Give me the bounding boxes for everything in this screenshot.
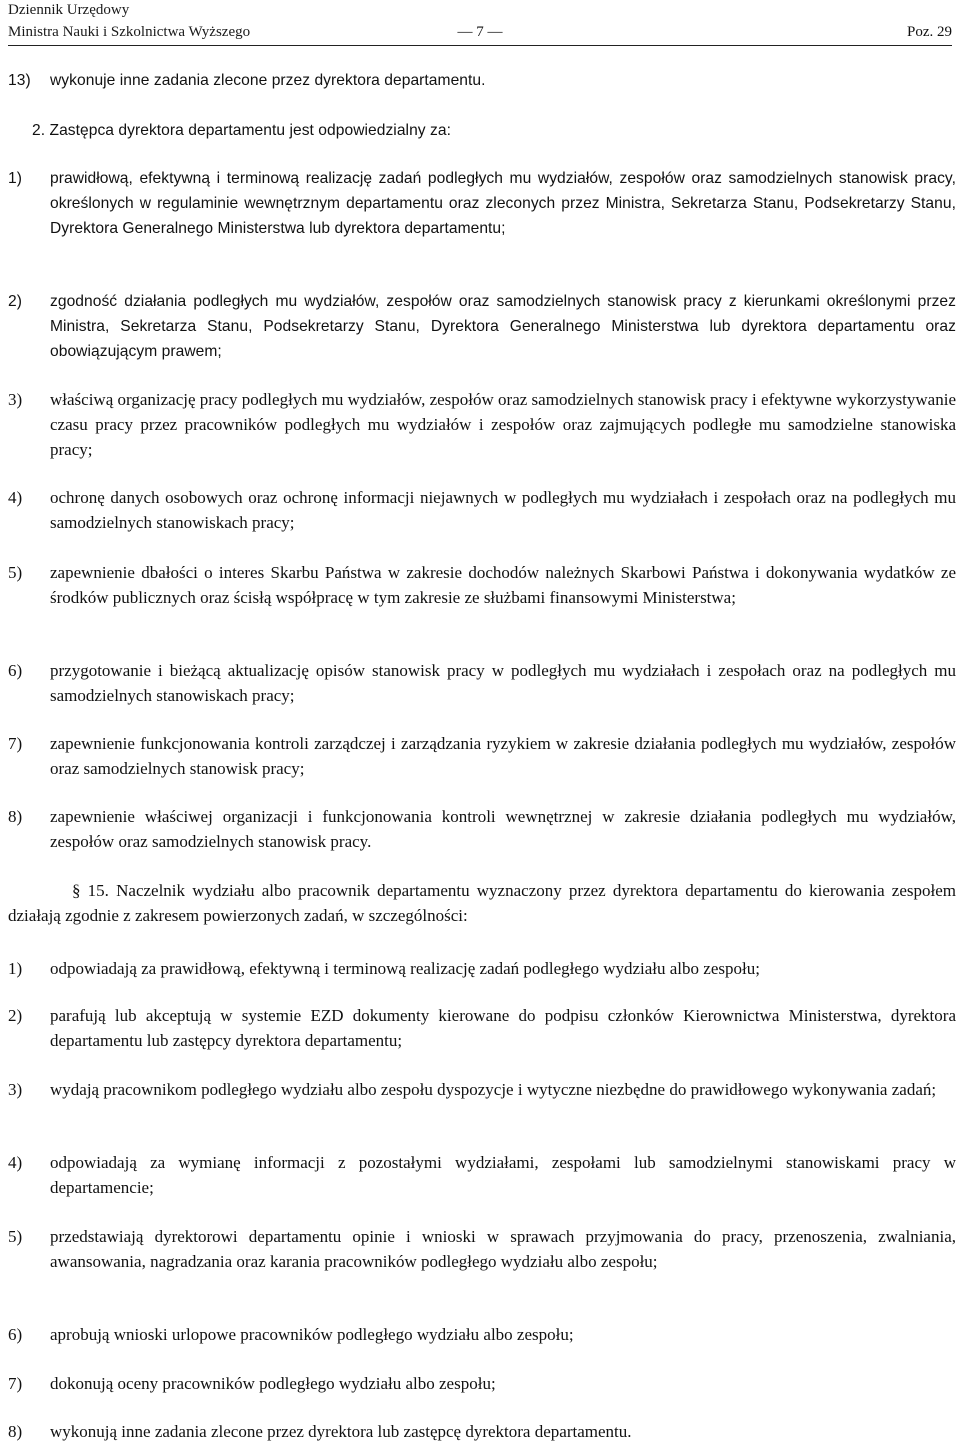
list-item xyxy=(8,1419,956,1444)
list-item-number: 6) xyxy=(8,661,23,680)
list-item-text: przedstawiają dyrektorowi departamentu opinie i wnioski w sprawach przyjmowania do pracy, przenoszenia, zwalniania, awansowania, nagradzania oraz karania pracowników podległego wydziału albo zespołu; xyxy=(50,1227,956,1271)
list-item-text: odpowiadają za prawidłową, efektywną i terminową realizację zadań podległego wydziału albo zespołu; xyxy=(50,959,760,978)
list-item xyxy=(8,956,956,981)
list-item xyxy=(8,485,956,535)
section-15-intro: § 15. Naczelnik wydziału albo pracownik departamentu wyznaczony przez dyrektora departamentu do kierowania zespołem działają zgodnie z zakresem powierzonych zadań, w szczególności: xyxy=(8,881,956,925)
ministry-name: Ministra Nauki i Szkolnictwa Wyższego xyxy=(8,24,251,40)
list-item xyxy=(8,658,956,708)
position-number: Poz. 29 xyxy=(907,24,952,40)
list-item-number: 1) xyxy=(8,959,23,978)
list-item-number: 5) xyxy=(8,563,23,582)
list-item-number: 2) xyxy=(8,293,22,310)
list-item-text: ochronę danych osobowych oraz ochronę informacji niejawnych w podległych mu wydziałach i zespołach oraz na podległych mu samodzielnych stanowiskach pracy; xyxy=(50,488,956,532)
list-item-number: 5) xyxy=(8,1227,23,1246)
list-item-number: 8) xyxy=(8,807,23,826)
list-item xyxy=(8,1224,956,1274)
list-item-13 xyxy=(8,68,956,93)
list-item-number: 4) xyxy=(8,1153,23,1172)
list-item-number: 6) xyxy=(8,1325,23,1344)
list-item xyxy=(8,387,956,462)
list-item xyxy=(8,166,956,241)
list-item-text: wydają pracownikom podległego wydziału albo zespołu dyspozycje i wytyczne niezbędne do prawidłowego wykonywania zadań; xyxy=(50,1080,937,1099)
page-number: — 7 — xyxy=(457,24,503,40)
list-item-number: 1) xyxy=(8,170,22,187)
section-2-intro: 2. Zastępca dyrektora departamentu jest odpowiedzialny za: xyxy=(32,122,451,139)
list-item xyxy=(8,731,956,781)
list-item xyxy=(8,289,956,364)
list-item-text: przygotowanie i bieżącą aktualizację opisów stanowisk pracy w podległych mu wydziałach i zespołach oraz na podległych mu samodzielnych stanowiskach pracy; xyxy=(50,661,956,705)
list-item xyxy=(8,1077,956,1102)
list-item xyxy=(8,1003,956,1053)
list-item-text: zapewnienie funkcjonowania kontroli zarządczej i zarządzania ryzykiem w zakresie działania podległych mu wydziałów, zespołów oraz samodzielnych stanowisk pracy; xyxy=(50,734,956,778)
list-item-text: zapewnienie właściwej organizacji i funkcjonowania kontroli wewnętrznej w zakresie działania podległych mu wydziałów, zespołów oraz samodzielnych stanowisk pracy. xyxy=(50,807,956,851)
list-item-text: prawidłową, efektywną i terminową realizację zadań podległych mu wydziałów, zespołów oraz samodzielnych stanowisk pracy, określonych w regulaminie wewnętrznym departamentu oraz zleconych przez Ministra, Sekretarza Stanu, Podsekretarzy Stanu, Dyrektora Generalnego Ministerstwa lub dyrektora departamentu; xyxy=(50,170,956,237)
list-item-number: 3) xyxy=(8,1080,23,1099)
list-item-text: parafują lub akceptują w systemie EZD dokumenty kierowane do podpisu członków Kierownictwa Ministerstwa, dyrektora departamentu lub zastępcy dyrektora departamentu; xyxy=(50,1006,956,1050)
list-item-number: 2) xyxy=(8,1006,23,1025)
list-item xyxy=(8,1371,956,1396)
journal-title: Dziennik Urzędowy xyxy=(8,2,130,18)
header-divider xyxy=(8,45,952,46)
list-item-text: aprobują wnioski urlopowe pracowników podległego wydziału albo zespołu; xyxy=(50,1325,574,1344)
list-item-text: zapewnienie dbałości o interes Skarbu Państwa w zakresie dochodów należnych Skarbowi Państwa i dokonywania wydatków ze środków publicznych oraz ścisłą współpracę w tym zakresie ze służbami finansowymi Ministerstwa; xyxy=(50,563,956,607)
list-item-text: zgodność działania podległych mu wydziałów, zespołów oraz samodzielnych stanowisk pracy z kierunkami określonymi przez Ministra, Sekretarza Stanu, Podsekretarzy Stanu, Dyrektora Generalnego Ministerstwa lub dyrektora departamentu oraz obowiązującym prawem; xyxy=(50,293,956,360)
list-item-number: 13) xyxy=(8,72,31,89)
list-item-text: odpowiadają za wymianę informacji z pozostałymi wydziałami, zespołami lub samodzielnymi stanowiskami pracy w departamencie; xyxy=(50,1153,956,1197)
list-item xyxy=(8,804,956,854)
list-item-text: wykonują inne zadania zlecone przez dyrektora lub zastępcę dyrektora departamentu. xyxy=(50,1422,632,1441)
list-item-number: 7) xyxy=(8,734,23,753)
list-item-number: 3) xyxy=(8,390,23,409)
list-item xyxy=(8,560,956,610)
list-item-number: 4) xyxy=(8,488,23,507)
list-item-text: dokonują oceny pracowników podległego wydziału albo zespołu; xyxy=(50,1374,496,1393)
list-item xyxy=(8,1150,956,1200)
list-item-text: wykonuje inne zadania zlecone przez dyrektora departamentu. xyxy=(50,72,486,89)
list-item-text: właściwą organizację pracy podległych mu wydziałów, zespołów oraz samodzielnych stanowisk pracy i efektywne wykorzystywanie czasu pracy przez pracowników podległych mu wydziałów i zespołów oraz zajmujących podległe mu samodzielne stanowiska pracy; xyxy=(50,390,956,459)
list-item-number: 7) xyxy=(8,1374,23,1393)
list-item-number: 8) xyxy=(8,1422,23,1441)
list-item xyxy=(8,1322,956,1347)
